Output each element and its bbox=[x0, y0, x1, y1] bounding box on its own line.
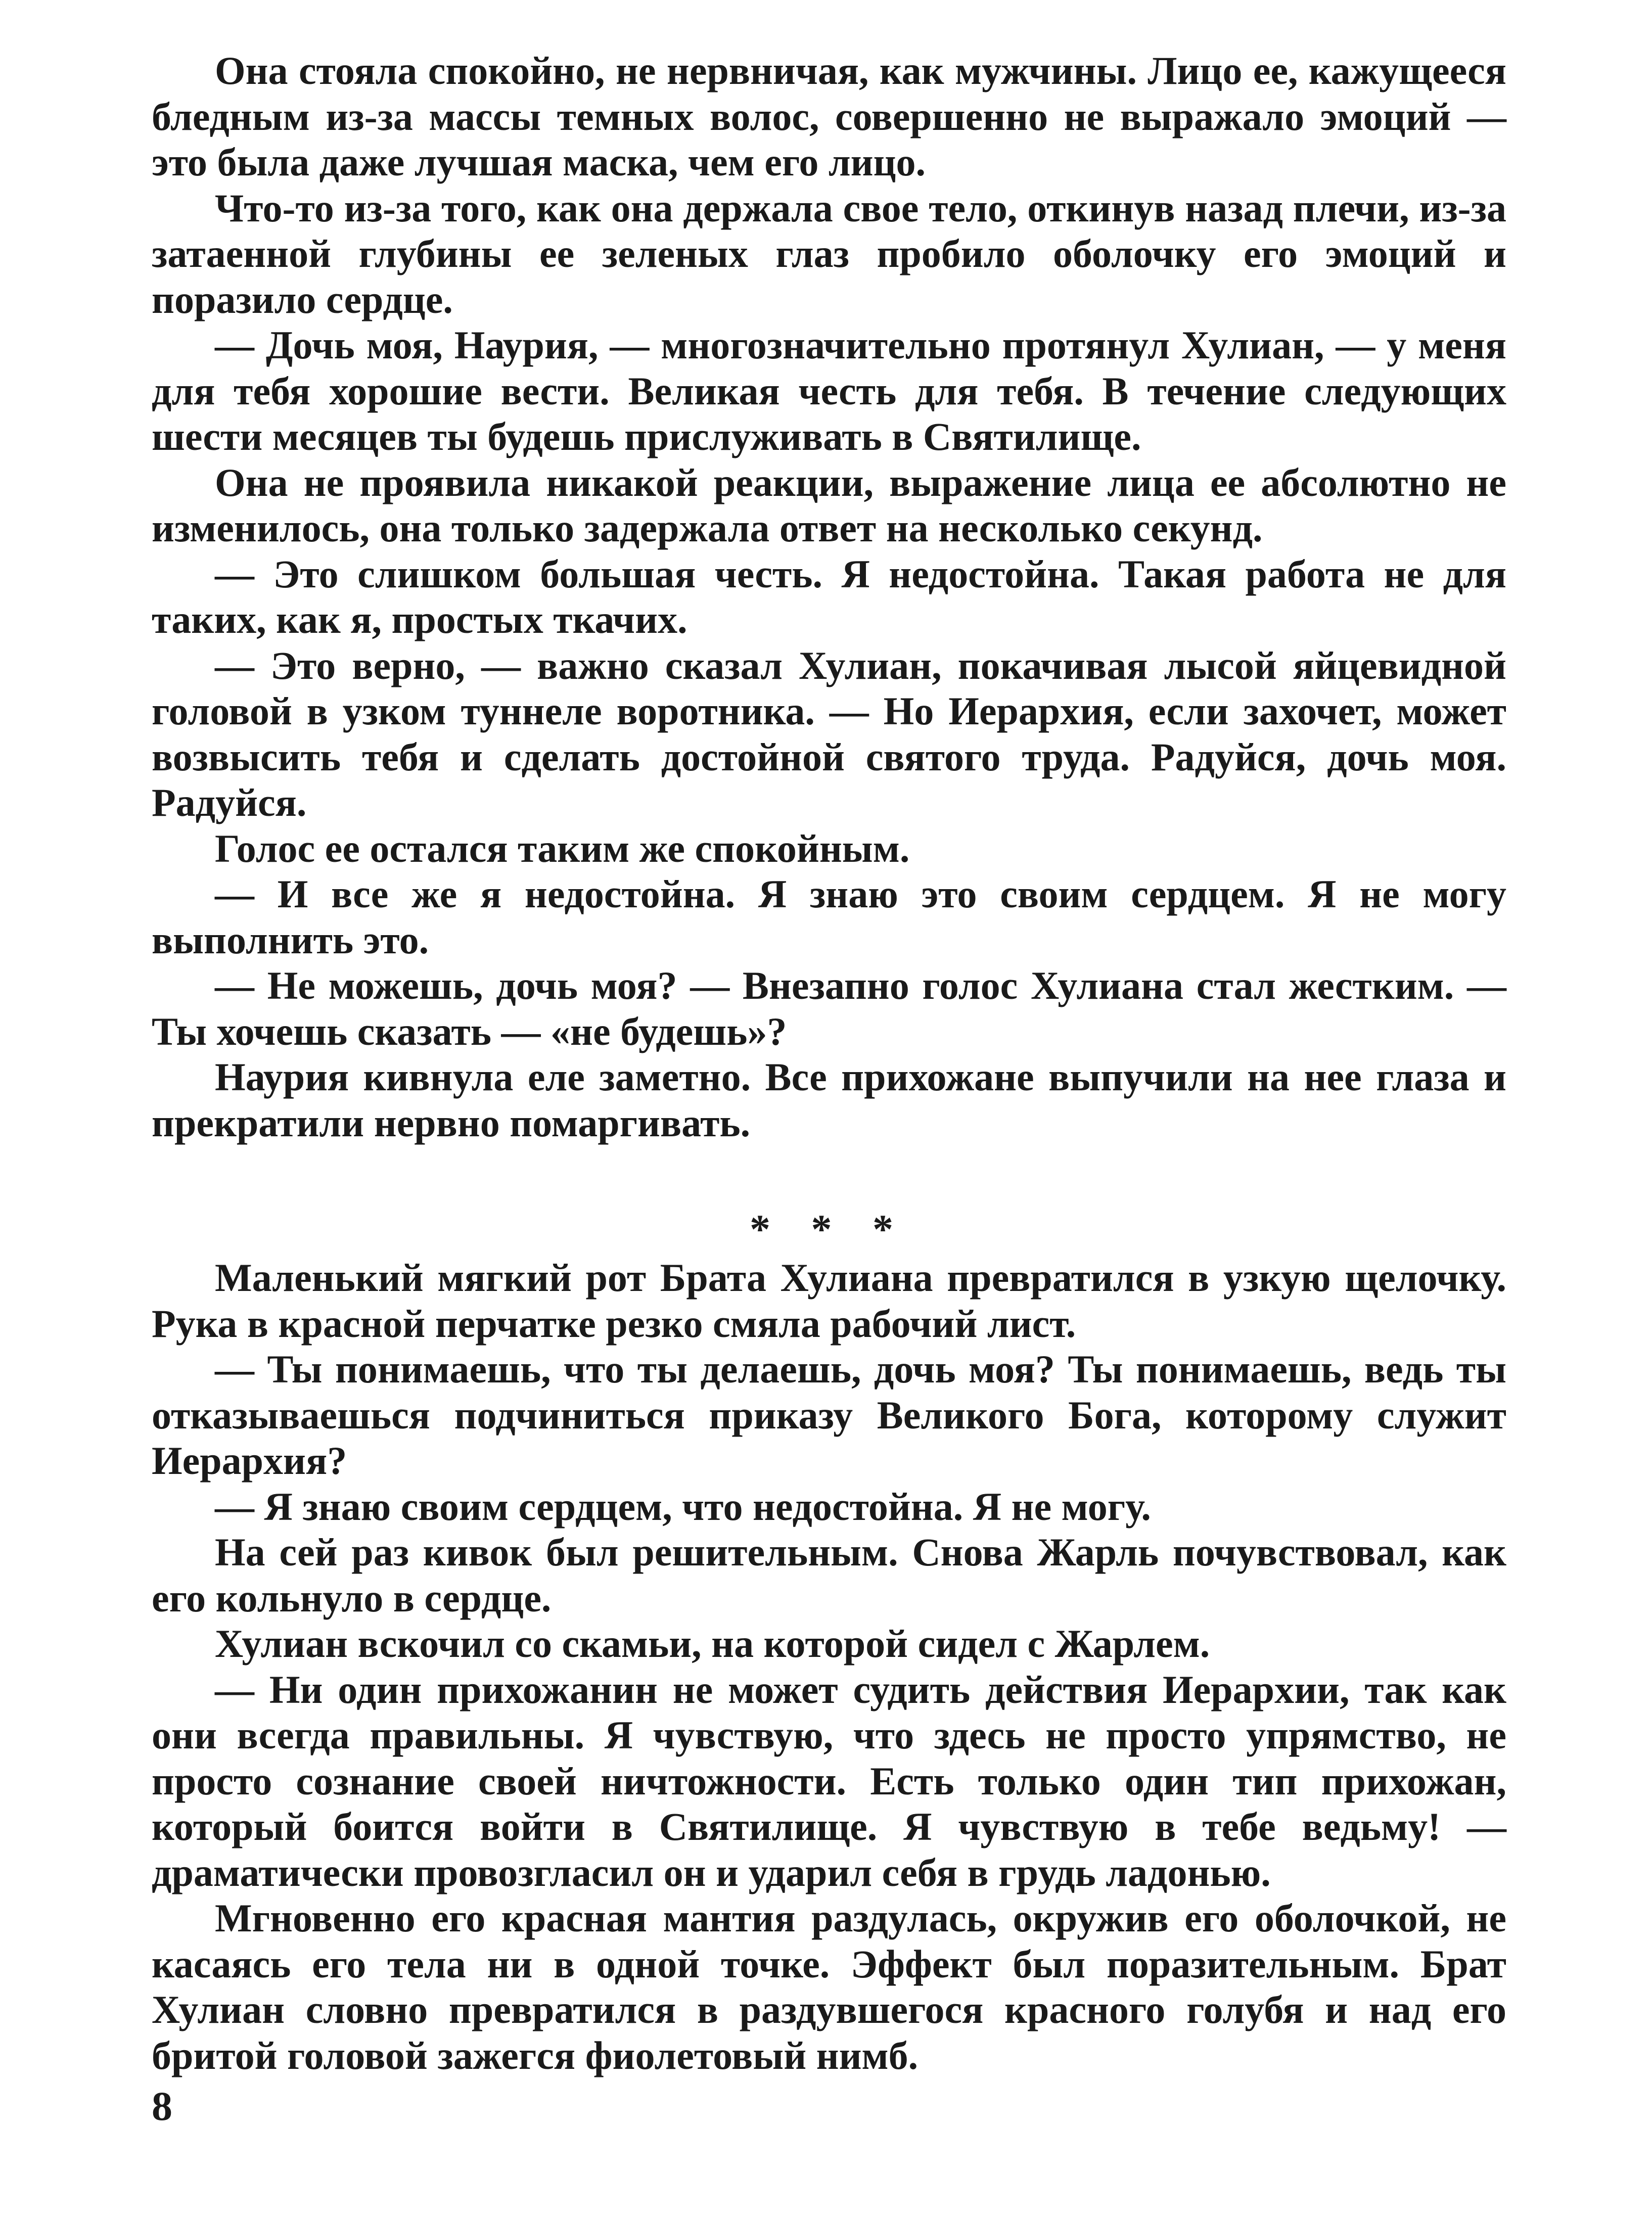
book-page bbox=[152, 48, 1506, 2078]
paragraph: Она не проявила никакой реакции, выражение лица ее абсолютно не изменилось, она только задержала ответ на несколько секунд. bbox=[152, 460, 1506, 550]
paragraph: Маленький мягкий рот Брата Хулиана превратился в узкую щелочку. Рука в красной перчатке резко смяла рабочий лист. bbox=[152, 1256, 1506, 1346]
section-break: * * * bbox=[750, 1206, 908, 1252]
paragraph: Хулиан вскочил со скамьи, на которой сидел с Жарлем. bbox=[215, 1622, 1210, 1666]
paragraph: Голос ее остался таким же спокойным. bbox=[215, 826, 910, 870]
paragraph: Что-то из-за того, как она держала свое тело, откинув назад плечи, из-за затаенной глубины ее зеленых глаз пробило оболочку его эмоций и поразило сердце. bbox=[152, 186, 1506, 321]
page-number: 8 bbox=[152, 2083, 172, 2129]
paragraph: Мгновенно его красная мантия раздулась, окружив его оболочкой, не касаясь его тела ни в одной точке. Эффект был поразительным. Брат Хулиан словно превратился в раздувшегося красного голубя и над его бритой головой зажегся фиолетовый нимб. bbox=[152, 1896, 1506, 2077]
paragraph: — И все же я недостойна. Я знаю это своим сердцем. Я не могу выполнить это. bbox=[152, 872, 1506, 962]
paragraph: — Я знаю своим сердцем, что недостойна. Я не могу. bbox=[215, 1484, 1151, 1529]
paragraph: — Это слишком большая честь. Я недостойна. Такая работа не для таких, как я, простых ткачих. bbox=[152, 551, 1506, 641]
paragraph: На сей раз кивок был решительным. Снова Жарль почувствовал, как его кольнуло в сердце. bbox=[152, 1530, 1506, 1620]
paragraph: Она стояла спокойно, не нервничая, как мужчины. Лицо ее, кажущееся бледным из-за массы темных волос, совершенно не выражало эмоций — это была даже лучшая маска, чем его лицо. bbox=[152, 49, 1506, 184]
paragraph: — Ты понимаешь, что ты делаешь, дочь моя? Ты понимаешь, ведь ты отказываешься подчиниться приказу Великого Бога, которому служит Иерархия? bbox=[152, 1347, 1506, 1483]
paragraph: Наурия кивнула еле заметно. Все прихожане выпучили на нее глаза и прекратили нервно помаргивать. bbox=[152, 1055, 1506, 1145]
paragraph: — Это верно, — важно сказал Хулиан, покачивая лысой яйцевидной головой в узком туннеле воротника. — Но Иерархия, если захочет, может возвысить тебя и сделать достойной святого труда. Радуйся, дочь моя. Радуйся. bbox=[152, 643, 1506, 824]
paragraph: — Не можешь, дочь моя? — Внезапно голос Хулиана стал жестким. — Ты хочешь сказать — «не будешь»? bbox=[152, 963, 1506, 1053]
paragraph: — Ни один прихожанин не может судить действия Иерархии, так как они всегда правильны. Я чувствую, что здесь не просто упрямство, не просто сознание своей ничтожности. Есть только один тип прихожан, который боится войти в Святилище. Я чувствую в тебе ведьму! — драматически провозгласил он и ударил себя в грудь ладонью. bbox=[152, 1667, 1506, 1894]
paragraph: — Дочь моя, Наурия, — многозначительно протянул Хулиан, — у меня для тебя хорошие вести. Великая честь для тебя. В течение следующих шести месяцев ты будешь прислуживать в Святилище. bbox=[152, 323, 1506, 458]
